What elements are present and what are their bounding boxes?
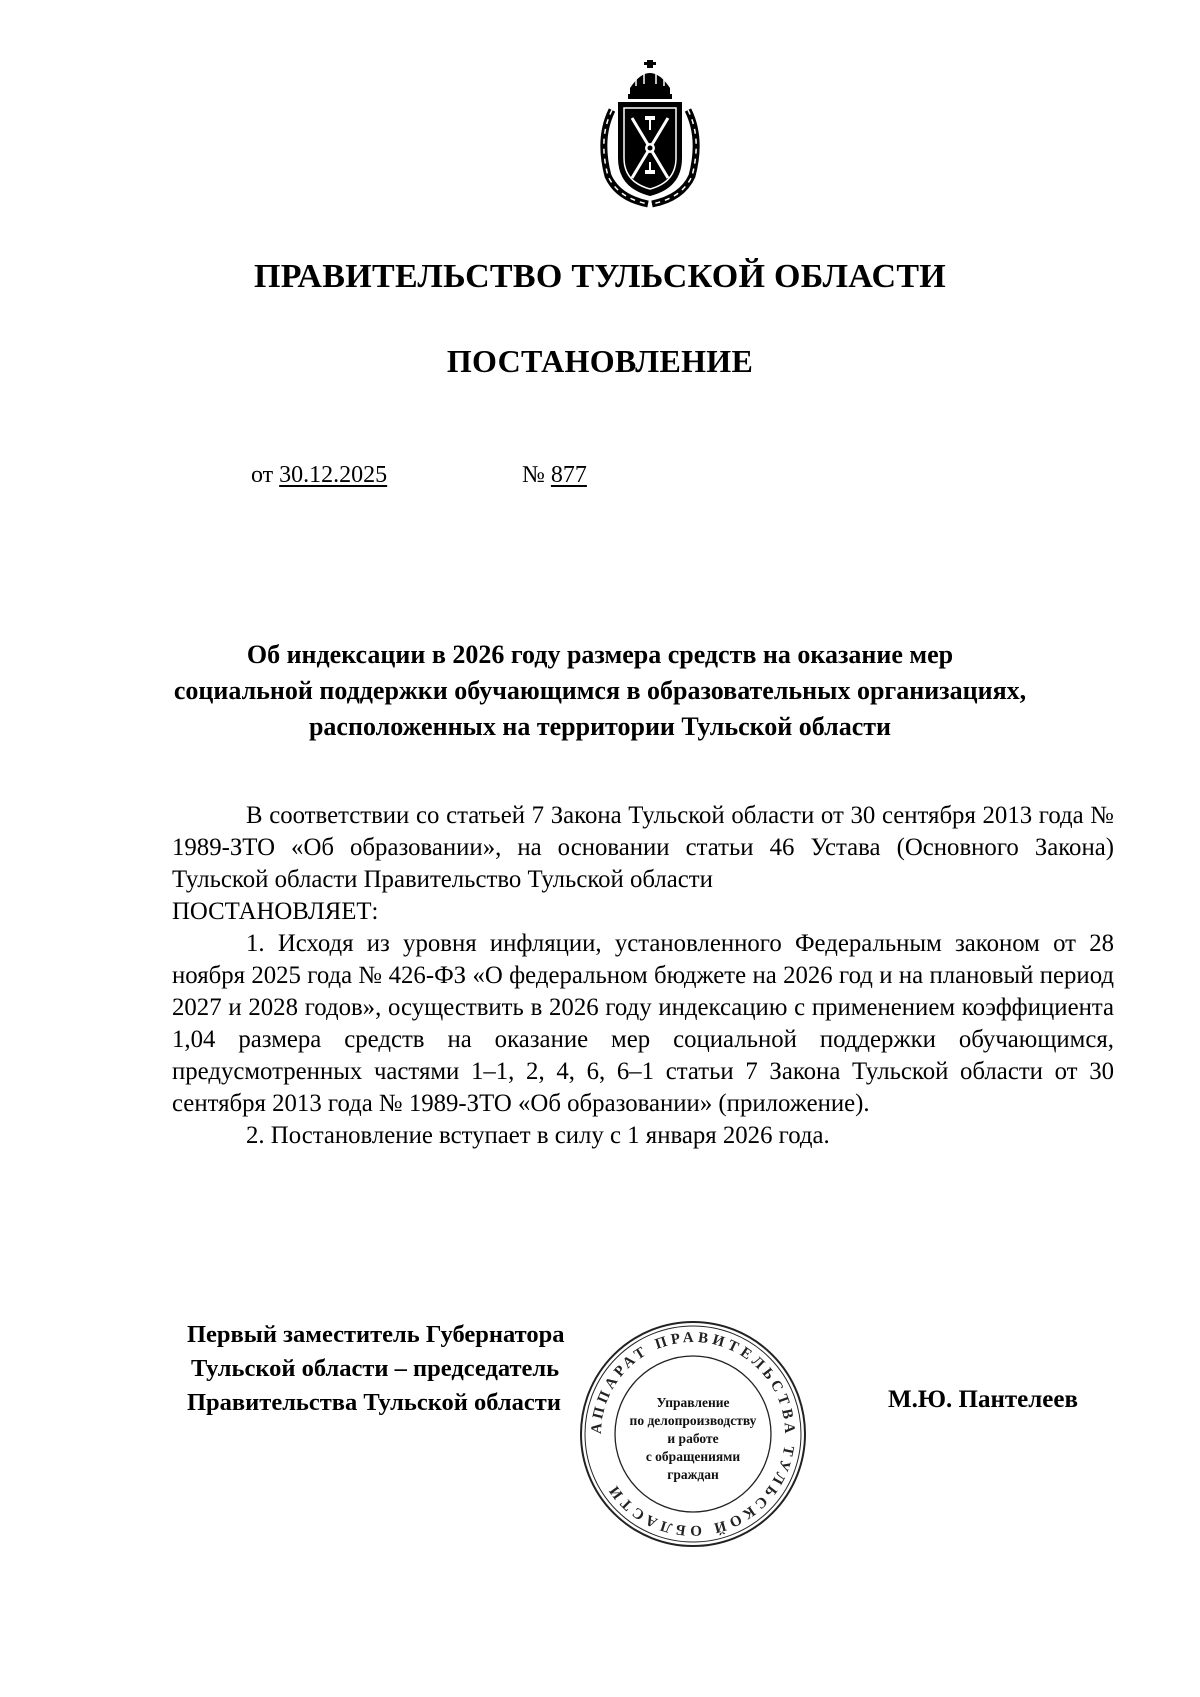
date-prefix: от <box>251 462 274 488</box>
signer-position-line: Правительства Тульской области <box>187 1389 561 1416</box>
signer-name: М.Ю. Пантелеев <box>888 1386 1078 1413</box>
subject-line: социальной поддержки обучающимся в образовательных организациях, <box>173 676 1027 705</box>
stamp-inner-text: Управление по делопроизводству и работе с обращениями граждан <box>629 1395 757 1482</box>
signer-position-line: Тульской области – председатель <box>191 1355 560 1382</box>
preamble-paragraph: В соответствии со статьей 7 Закона Тульской области от 30 сентября 2013 года № 1989-ЗТО «Об образовании», на основании статьи 46 Устава (Основного Закона) Тульской области Правительство Тульской области <box>172 802 1114 893</box>
document-body <box>172 800 1114 1152</box>
document-subject <box>150 637 1050 745</box>
item-paragraph: 2. Постановление вступает в силу с 1 января 2026 года. <box>246 1122 830 1149</box>
subject-line: Об индексации в 2026 году размера средств на оказание мер <box>246 640 954 669</box>
svg-text:АППАРАТ ПРАВИТЕЛЬСТВА ТУЛЬСКОЙ: АППАРАТ ПРАВИТЕЛЬСТВА ТУЛЬСКОЙ ОБЛАСТИ <box>588 1329 798 1539</box>
subject-line: расположенных на территории Тульской области <box>308 712 892 741</box>
signer-position <box>187 1318 564 1420</box>
signer-position-line: Первый заместитель Губернатора <box>187 1321 565 1348</box>
document-date <box>251 462 387 489</box>
document-type: ПОСТАНОВЛЕНИЕ <box>446 343 754 379</box>
org-title: ПРАВИТЕЛЬСТВО ТУЛЬСКОЙ ОБЛАСТИ <box>253 258 947 295</box>
date-value: 30.12.2025 <box>279 462 388 488</box>
number-prefix: № <box>522 462 545 488</box>
item-paragraph: 1. Исходя из уровня инфляции, установленного Федеральным законом от 28 ноября 2025 года № 426-ФЗ «О федеральном бюджете на 2026 год и на плановый период 2027 и 2028 годов», осуществить в 2026 году индексацию с применением коэффициента 1,04 размера средств на оказание мер социальной поддержки обучающимся, предусмотренных частями 1–1, 2, 4, 6, 6–1 статьи 7 Закона Тульской области от 30 сентября 2013 года № 1989-ЗТО «Об образовании» (приложение). <box>172 930 1114 1117</box>
number-value: 877 <box>550 462 587 488</box>
resolves-word: ПОСТАНОВЛЯЕТ: <box>172 898 379 925</box>
coat-of-arms-icon <box>590 58 710 210</box>
document-number <box>522 462 587 489</box>
